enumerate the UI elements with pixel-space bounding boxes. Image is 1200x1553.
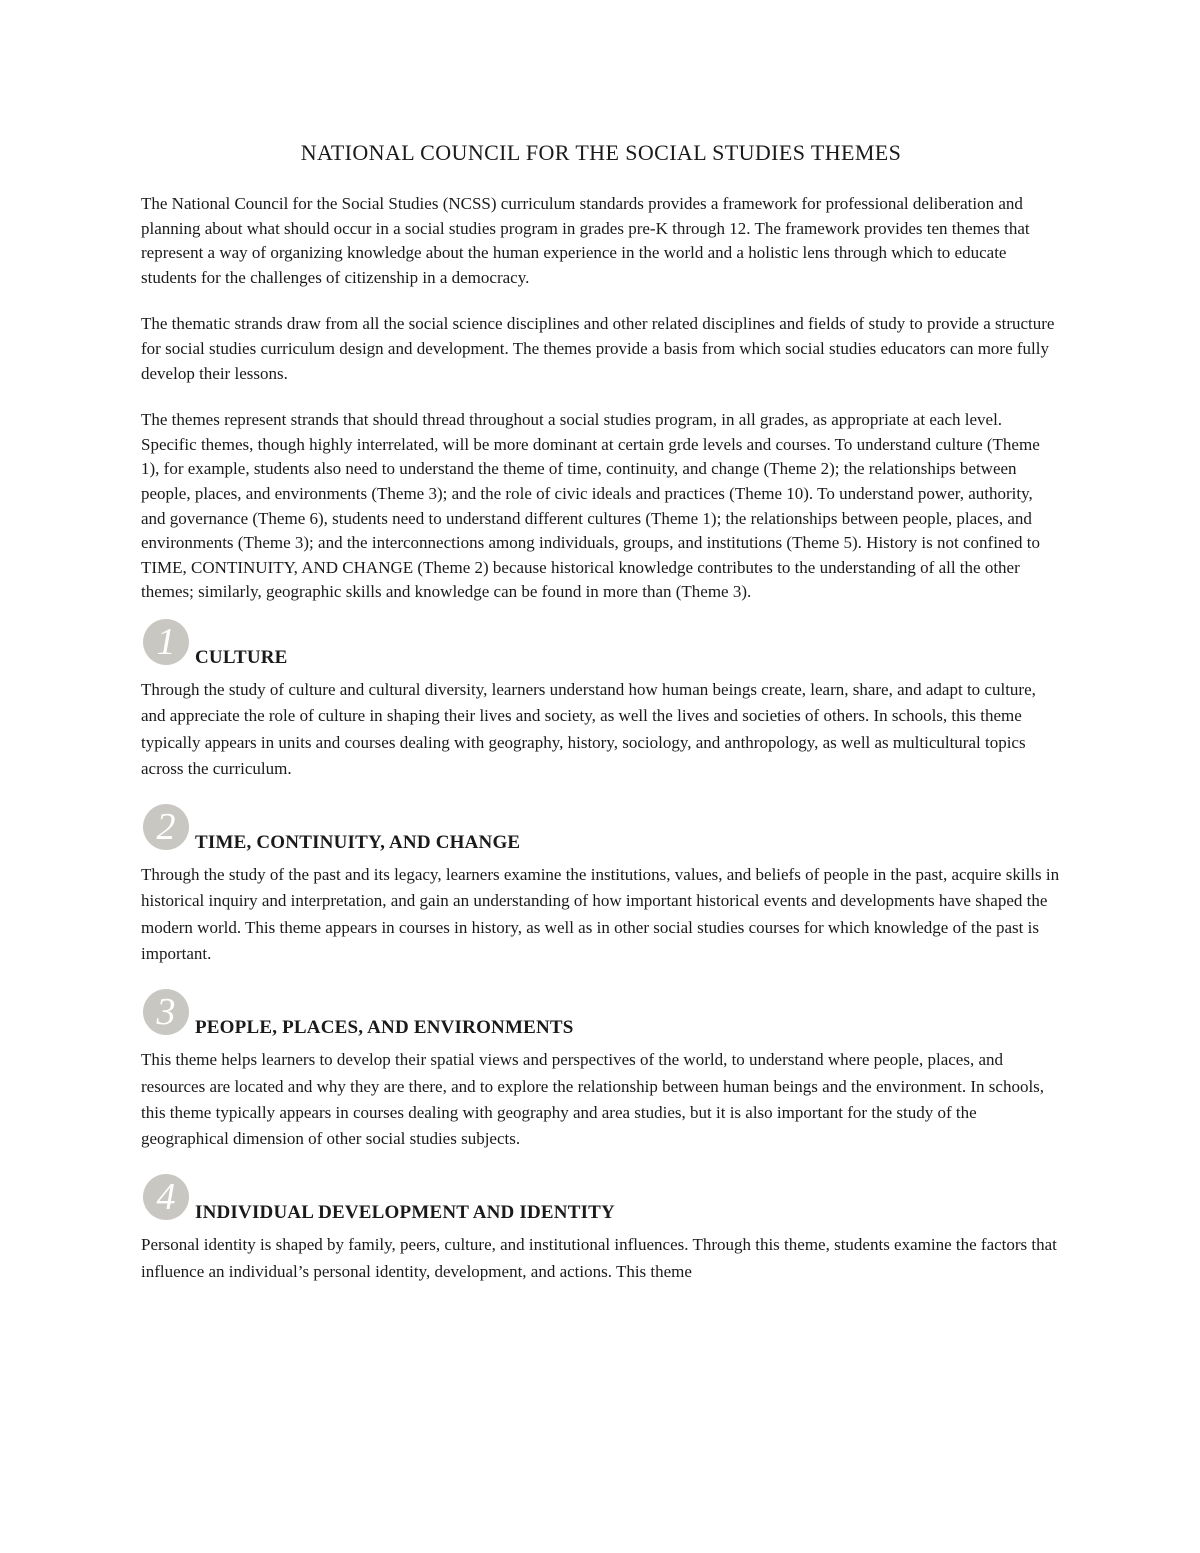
theme-section-4 xyxy=(141,1174,1061,1285)
theme-header xyxy=(141,989,1061,1047)
theme-title: CULTURE xyxy=(195,646,288,668)
theme-title: PEOPLE, PLACES, AND ENVIRONMENTS xyxy=(195,1017,574,1039)
intro-paragraph: The National Council for the Social Studies (NCSS) curriculum standards provides a framework for professional deliberation and planning about what should occur in a social studies program in grades pre-K through 12. The framework provides ten themes that represent a way of organizing knowledge about the human experience in the world and a holistic lens through which to educate students for the challenges of citizenship in a democracy. xyxy=(141,194,1030,287)
theme-header xyxy=(141,1174,1061,1232)
theme-title: TIME, CONTINUITY, AND CHANGE xyxy=(195,832,521,854)
theme-description: This theme helps learners to develop their spatial views and perspectives of the world, to understand where people, places, and resources are located and why they are there, and to explore the relationship between human beings and the environment. In schools, this theme typically appears in courses dealing with geography and area studies, but it is also important for the study of the geographical dimension of other social studies subjects. xyxy=(141,1050,1045,1149)
theme-description: Through the study of culture and cultural diversity, learners understand how human beings create, learn, share, and adapt to culture, and appreciate the role of culture in shaping their lives and society, as well the lives and societies of others. In schools, this theme typically appears in units and courses dealing with geography, history, sociology, and anthropology, as well as multicultural topics across the curriculum. xyxy=(141,679,1036,778)
document-title: NATIONAL COUNCIL FOR THE SOCIAL STUDIES THEMES xyxy=(300,140,902,165)
theme-description: Personal identity is shaped by family, peers, culture, and institutional influences. Through this theme, students examine the factors that influence an individual’s personal identity, development, and actions. This theme xyxy=(141,1235,1057,1281)
theme-number-badge: 3 xyxy=(143,989,189,1035)
theme-header xyxy=(141,619,1061,677)
theme-section-1 xyxy=(141,619,1061,782)
theme-number-badge: 2 xyxy=(143,804,189,850)
document-page xyxy=(141,140,1061,1285)
theme-description: Through the study of the past and its legacy, learners examine the institutions, values, and beliefs of people in the past, acquire skills in historical inquiry and interpretation, and gain an understanding of how important historical events and developments have shaped the modern world. This theme appears in courses in history, as well as in other social studies courses for which knowledge of the past is important. xyxy=(141,865,1060,963)
theme-section-3 xyxy=(141,989,1061,1152)
theme-header xyxy=(141,804,1061,862)
intro-paragraph: The themes represent strands that should thread throughout a social studies program, in all grades, as appropriate at each level. Specific themes, though highly interrelated, will be more dominant at certain grde levels and courses. To understand culture (Theme 1), for example, students also need to understand the theme of time, continuity, and change (Theme 2); the relationships between people, places, and environments (Theme 3); and the role of civic ideals and practices (Theme 10). To understand power, authority, and governance (Theme 6), students need to understand different cultures (Theme 1); the relationships between people, places, and environments (Theme 3); and the interconnections among individuals, groups, and institutions (Theme 5). History is not confined to TIME, CONTINUITY, AND CHANGE (Theme 2) because historical knowledge contributes to the understanding of all the other themes; similarly, geographic skills and knowledge can be found in more than (Theme 3). xyxy=(141,410,1040,602)
theme-title: INDIVIDUAL DEVELOPMENT AND IDENTITY xyxy=(195,1202,615,1224)
theme-number-badge: 1 xyxy=(143,619,189,665)
theme-number-badge: 4 xyxy=(143,1174,189,1220)
theme-section-2 xyxy=(141,804,1061,967)
intro-paragraph: The thematic strands draw from all the social science disciplines and other related disciplines and fields of study to provide a structure for social studies curriculum design and development. The themes provide a basis from which social studies educators can more fully develop their lessons. xyxy=(141,314,1055,383)
